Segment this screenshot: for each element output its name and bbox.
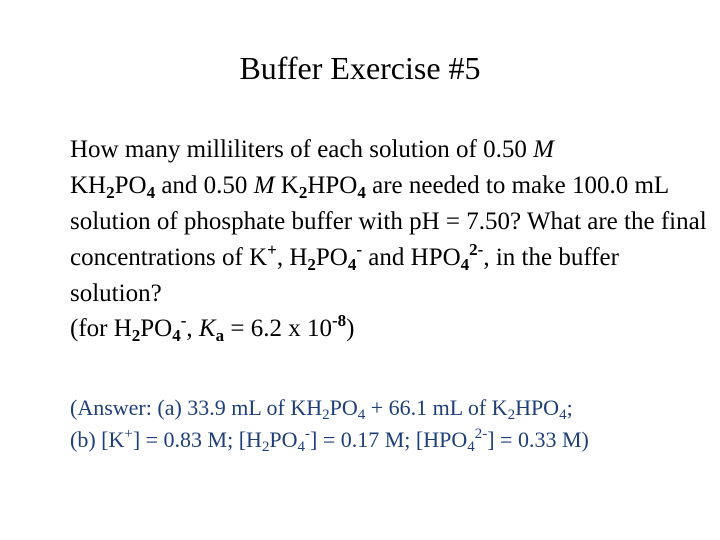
slide-title: Buffer Exercise #5 xyxy=(239,50,481,86)
answer-part: PO xyxy=(329,395,358,420)
subscript: 4 xyxy=(172,325,181,345)
subscript: 4 xyxy=(146,182,156,202)
superscript: + xyxy=(124,426,133,443)
subscript: 4 xyxy=(357,182,366,202)
answer-part: (Answer: (a) 33.9 mL of KH xyxy=(70,395,323,420)
ka-symbol: K xyxy=(198,315,216,342)
answer-part: PO xyxy=(269,427,298,452)
ka-note xyxy=(70,311,710,347)
question-part: , H xyxy=(276,244,308,271)
subscript: 2 xyxy=(261,439,270,456)
subscript: 2 xyxy=(507,407,516,424)
superscript: - xyxy=(305,426,311,443)
note-part: = 6.2 x 10 xyxy=(224,315,332,342)
subscript: 4 xyxy=(460,254,470,274)
question-part: PO xyxy=(114,172,147,199)
superscript: + xyxy=(267,239,277,259)
note-part: (for H xyxy=(70,315,132,342)
answer-part: (b) [K xyxy=(70,427,125,452)
note-part: , xyxy=(186,315,199,342)
subscript: 4 xyxy=(297,439,306,456)
question-part: K xyxy=(274,172,299,199)
question-part: , in the buffer solution? xyxy=(70,244,619,307)
question-text xyxy=(70,132,710,312)
molar-symbol: M xyxy=(253,172,275,199)
molar-symbol: M xyxy=(533,136,554,163)
answer-part: HPO xyxy=(515,395,560,420)
answer-part: + 66.1 mL of K xyxy=(365,395,508,420)
answer-part: ] = 0.33 M) xyxy=(487,427,589,452)
subscript: 4 xyxy=(559,407,567,424)
superscript: - xyxy=(180,310,187,330)
question-part: are needed to make 100.0 mL solution of phosphate buffer with pH = 7.50? What are the final concentrations of K xyxy=(70,172,707,271)
superscript: -8 xyxy=(331,310,347,330)
subscript: 2 xyxy=(298,182,308,202)
answer-part: ] = 0.83 M; [H xyxy=(132,427,262,452)
question-part: PO xyxy=(315,244,348,271)
superscript: 2- xyxy=(474,426,488,443)
subscript: a xyxy=(215,325,225,345)
note-part: PO xyxy=(140,315,173,342)
superscript: - xyxy=(356,239,363,259)
subscript: 2 xyxy=(322,407,330,424)
answer-part: ] = 0.17 M; [HPO xyxy=(310,427,468,452)
subscript: 2 xyxy=(307,254,316,274)
subscript: 4 xyxy=(357,407,366,424)
question-part: and 0.50 xyxy=(155,172,254,199)
answer-text xyxy=(70,392,710,456)
question-part: How many milliliters of each solution of 0.50 xyxy=(70,136,534,163)
answer-part: ; xyxy=(566,395,573,420)
question-part: HPO xyxy=(307,172,358,199)
subscript: 4 xyxy=(467,439,475,456)
superscript: 2- xyxy=(469,239,484,259)
question-part: and HPO xyxy=(362,244,461,271)
question-part: KH xyxy=(70,172,107,199)
note-part: ) xyxy=(346,315,355,342)
subscript: 4 xyxy=(347,254,357,274)
subscript: 2 xyxy=(106,182,115,202)
subscript: 2 xyxy=(131,325,141,345)
